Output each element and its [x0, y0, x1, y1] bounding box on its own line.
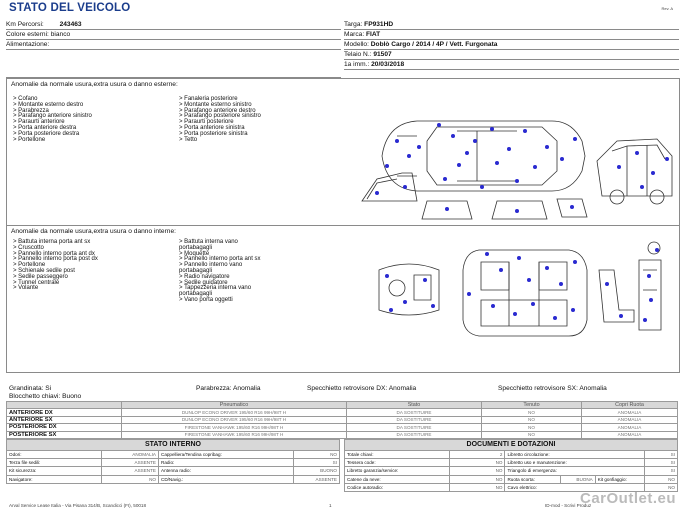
header-blank [6, 50, 341, 78]
km-row: Km Percorsi: 243463 [6, 20, 341, 30]
exterior-list-1: > Cofano > Montante esterno destro > Parabrezza > Parafango anteriore sinistro > Paraurti anteriore > Porta anteriore destra > Porta posteriore destra > Portellone [13, 96, 92, 143]
documenti-table [344, 450, 678, 492]
table-row: Terza file sedili: ASSENTE Radio: SI [7, 459, 340, 467]
interior-list-2: > Battuta interna vano portabagagli > Moquette > Pannello interno porta ant sx > Pannello interno vano portabagagli > Radio navigatore > Sedile guidatore > Tappezzeria interna vano portabagagli > Vano porta oggetti [179, 239, 261, 303]
vehicle-info-right [344, 20, 679, 74]
interior-panel [6, 225, 680, 373]
footer-page: 1 [329, 503, 332, 508]
table-row: POSTERIORE DX FIRESTONE VANHAWK 195/60 R16 99H/98T H DA SOSTITUIRE NO ANOMALIA [7, 424, 678, 431]
tyres-table [6, 401, 678, 439]
color-row: Colore esterni: bianco [6, 30, 341, 40]
exterior-title: Anomalie da normale usura,extra usura o danno esterne: [11, 81, 178, 88]
table-row: Catene da neve: NO Ruota scorta: BUONA Kit gonfiaggio: NO [345, 475, 678, 483]
model-row: Modello: Doblò Cargo / 2014 / 4P / Vett. Furgonata [344, 40, 679, 50]
mirror-sx-status: Specchietto retrovisore SX: Anomalia [498, 385, 607, 392]
page-title: STATO DEL VEICOLO [9, 2, 131, 14]
km-value: 243463 [59, 21, 82, 28]
windshield-status: Parabrezza: Anomalia [196, 385, 261, 392]
brand-row: Marca: FIAT [344, 30, 679, 40]
plate-row: Targa: FP931HD [344, 20, 679, 30]
mirror-dx-status: Specchietto retrovisore DX: Anomalia [307, 385, 417, 392]
color-value: bianco [50, 31, 71, 38]
table-row: ANTERIORE SX DUNLOP ECONO DRIVER 195/60 R16 99H/98T H DA SOSTITUIRE NO ANOMALIA [7, 416, 678, 423]
table-row: ANTERIORE DX DUNLOP ECONO DRIVER 195/60 R16 99H/98T H DA SOSTITUIRE NO ANOMALIA [7, 409, 678, 416]
registration-row: 1a imm.: 20/03/2018 [344, 60, 679, 70]
table-row: Tessera code: NO Libretto uso e manutenzione: SI [345, 459, 678, 467]
fuel-row: Alimentazione: [6, 40, 341, 50]
stato-interno-table [6, 450, 340, 484]
revision-label: Rev. A [661, 6, 673, 11]
table-row: POSTERIORE SX FIRESTONE VANHAWK 195/60 R16 99H/98T H DA SOSTITUIRE NO ANOMALIA [7, 431, 678, 438]
footer-right: ID-mod - Scrivi Produz [545, 503, 592, 508]
table-row: Totale chiavi: 2 Libretto circolazione: SI [345, 451, 678, 459]
chassis-value: 91507 [373, 51, 392, 58]
key-block-status: Blocchetto chiavi: Buono [9, 393, 82, 400]
plate-value: FP931HD [364, 21, 394, 28]
registration-value: 20/03/2018 [371, 61, 405, 68]
interior-car-diagram [369, 240, 669, 340]
exterior-list-2: > Fanaleria posteriore > Montante esterno sinistro > Parafango anteriore destro > Parafango posteriore sinistro > Paraurti posteriore > Porta anteriore sinistra > Porta posteriore sinistra > Tetto [179, 96, 261, 143]
table-row: Libretto garanzia/service: NO Triangolo di emergenza: SI [345, 467, 678, 475]
exterior-car-diagram [357, 101, 677, 221]
table-row: Kit sicurezza: ASSENTE Antenna radio: BUONO [7, 467, 340, 475]
vehicle-info-left [6, 20, 341, 74]
model-value: Doblò Cargo / 2014 / 4P / Vett. Furgonata [370, 41, 498, 48]
interior-list-1: > Battuta interna porta ant sx > Cruscotto > Pannello interno porta ant dx > Pannello interno porta post dx > Portellone > Schienale sedile post > Sedile passeggero > Tunnel centrale > Volante [13, 239, 98, 292]
interior-title: Anomalie da normale usura,extra usura o danno interne: [11, 228, 176, 235]
footer-address: Arval Service Lease Italia - Via Pisana 314/B, Scandicci (FI), 50018 [9, 503, 147, 508]
documenti-title: DOCUMENTI E DOTAZIONI [344, 439, 678, 451]
table-row: Odori: ANOMALIA Cappelliera/Tendina copribag: NO [7, 451, 340, 459]
stato-interno-title: STATO INTERNO [6, 439, 340, 451]
exterior-panel [6, 78, 680, 226]
brand-value: FIAT [366, 31, 381, 38]
watermark-logo: CarOutlet.eu [580, 490, 677, 507]
hail-status: Grandinata: Si [9, 385, 52, 392]
table-row: Navigatore: NO CD/Navig.: ASSENTE [7, 475, 340, 483]
chassis-row: Telaio N.: 91507 [344, 50, 679, 60]
table-row: Codice autoradio: NO Cavo elettrico: NO [345, 483, 678, 491]
tyres-header-row: Pneumatico Stato Tenuto Copri Ruota [7, 402, 678, 409]
